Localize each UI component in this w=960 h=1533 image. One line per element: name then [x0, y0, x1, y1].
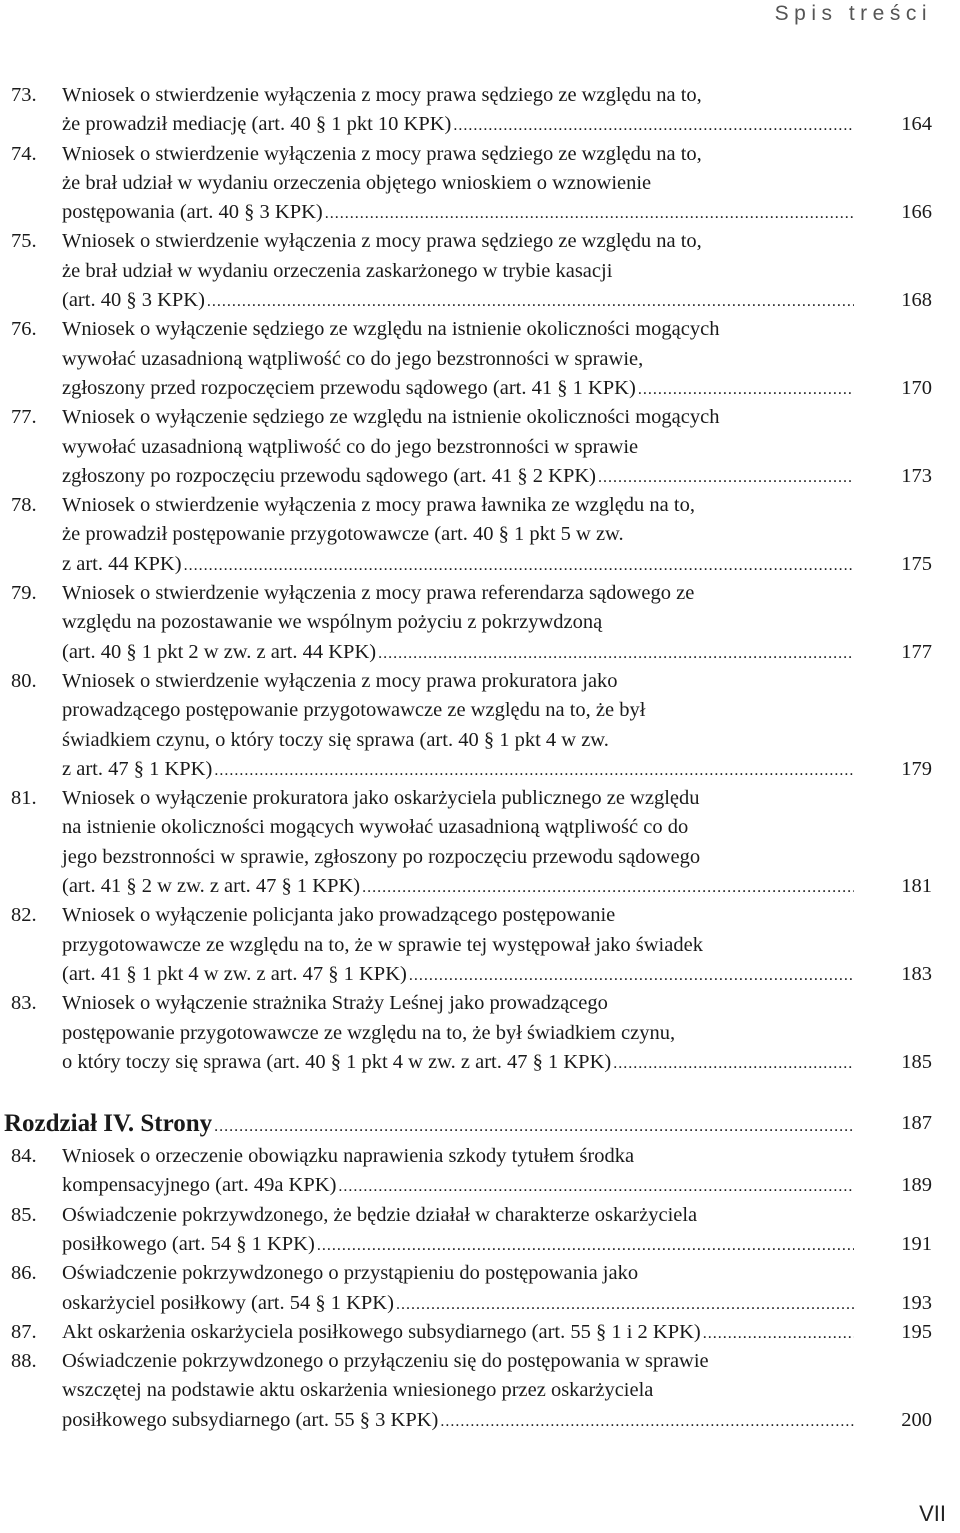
dot-leader — [409, 961, 854, 990]
toc-entry[interactable] — [0, 667, 960, 784]
toc-entry[interactable] — [0, 315, 960, 403]
entry-text: Wniosek o orzeczenie obowiązku naprawienia szkody tytułem środka — [62, 1145, 635, 1168]
entry-text: Wniosek o wyłączenie prokuratora jako oskarżyciela publicznego ze względu — [62, 787, 700, 810]
dot-leader — [184, 551, 854, 580]
toc-entry-line — [0, 843, 960, 872]
toc-entry-line — [0, 198, 960, 227]
toc-entry-line — [0, 81, 960, 110]
entry-text: (art. 40 § 1 pkt 2 w zw. z art. 44 KPK) — [62, 640, 377, 663]
chapter-heading[interactable] — [0, 1107, 960, 1140]
entry-page-number: 193 — [901, 1291, 932, 1314]
entry-page-number: 191 — [901, 1232, 932, 1255]
chapter-title: Rozdział IV. Strony — [4, 1110, 213, 1138]
toc-entry-line — [0, 1318, 960, 1347]
toc-entry-line — [0, 110, 960, 139]
dot-leader — [214, 1110, 854, 1143]
entry-text: jego bezstronności w sprawie, zgłoszony po rozpoczęciu przewodu sądowego — [62, 845, 701, 868]
chapter-page-number: 187 — [901, 1112, 932, 1135]
toc-entry-line — [0, 257, 960, 286]
toc-entry-line — [0, 960, 960, 989]
toc-entry-line — [0, 169, 960, 198]
entry-number: 80. — [11, 669, 37, 692]
toc-entry-line — [0, 579, 960, 608]
entry-text: Oświadczenie pokrzywdzonego o przyłączeniu się do postępowania w sprawie — [62, 1350, 709, 1373]
dot-leader — [214, 756, 854, 785]
toc-entry-line — [0, 1048, 960, 1077]
entry-number: 79. — [11, 582, 37, 605]
entry-text: postępowanie przygotowawcze ze względu na to, że był świadkiem czynu, — [62, 1021, 676, 1044]
entry-page-number: 170 — [901, 376, 932, 399]
entry-page-number: 177 — [901, 640, 932, 663]
toc-entry-line — [0, 755, 960, 784]
entry-page-number: 200 — [901, 1408, 932, 1431]
entry-page-number: 164 — [901, 113, 932, 136]
toc-entry-line — [0, 696, 960, 725]
entry-last-line — [62, 198, 854, 228]
entry-text: że prowadził mediację (art. 40 § 1 pkt 10 KPK) — [62, 113, 452, 136]
entry-number: 84. — [11, 1145, 37, 1168]
toc-entry-line — [0, 403, 960, 432]
toc-entry-line — [0, 227, 960, 256]
toc-entry-line — [0, 462, 960, 491]
entry-number: 82. — [11, 904, 37, 927]
entry-number: 75. — [11, 230, 37, 253]
entry-text: (art. 40 § 3 KPK) — [62, 289, 205, 312]
entry-number: 74. — [11, 142, 37, 165]
entry-last-line — [62, 462, 854, 492]
dot-leader — [207, 287, 854, 316]
entry-number: 76. — [11, 318, 37, 341]
entry-text: przygotowawcze ze względu na to, że w sprawie tej występował jako świadek — [62, 933, 703, 956]
toc-entry[interactable] — [0, 1318, 960, 1347]
toc-entry-line — [0, 1201, 960, 1230]
dot-leader — [613, 1049, 854, 1078]
toc-entry[interactable] — [0, 1142, 960, 1201]
entry-last-line — [62, 1048, 854, 1078]
entry-text: posiłkowego (art. 54 § 1 KPK) — [62, 1232, 315, 1255]
toc-entry-line — [0, 1289, 960, 1318]
entry-last-line — [62, 755, 854, 785]
dot-leader — [362, 873, 854, 902]
dot-leader — [453, 111, 854, 140]
toc-entry-line — [0, 872, 960, 901]
entry-page-number: 195 — [901, 1320, 932, 1343]
entry-text: Wniosek o wyłączenie sędziego ze względu na istnienie okoliczności mogących — [62, 406, 720, 429]
entry-text: Oświadczenie pokrzywdzonego o przystąpieniu do postępowania jako — [62, 1262, 639, 1285]
entry-page-number: 183 — [901, 962, 932, 985]
toc-entry-line — [0, 667, 960, 696]
entry-last-line — [62, 1230, 854, 1260]
entry-text: świadkiem czynu, o który toczy się sprawa (art. 40 § 1 pkt 4 w zw. — [62, 728, 609, 751]
entry-page-number: 181 — [901, 875, 932, 898]
entry-text: Wniosek o wyłączenie policjanta jako prowadzącego postępowanie — [62, 904, 616, 927]
entry-last-line — [62, 1318, 854, 1348]
entry-text: Wniosek o stwierdzenie wyłączenia z mocy prawa prokuratora jako — [62, 669, 618, 692]
toc-entry-line — [0, 140, 960, 169]
toc-entry-line — [0, 345, 960, 374]
entry-text: Wniosek o wyłączenie strażnika Straży Leśnej jako prowadzącego — [62, 992, 608, 1015]
entry-text: Wniosek o stwierdzenie wyłączenia z mocy prawa sędziego ze względu na to, — [62, 142, 702, 165]
entry-text: że prowadził postępowanie przygotowawcze (art. 40 § 1 pkt 5 w zw. — [62, 523, 624, 546]
dot-leader — [338, 1172, 854, 1201]
entry-number: 73. — [11, 84, 37, 106]
toc-entry[interactable] — [0, 901, 960, 989]
toc-entry-line — [0, 1171, 960, 1200]
chapter-heading-line — [4, 1107, 854, 1143]
toc-entry[interactable] — [0, 140, 960, 228]
entry-last-line — [62, 1289, 854, 1319]
entry-last-line — [62, 872, 854, 902]
toc-entry[interactable] — [0, 1259, 960, 1318]
entry-page-number: 185 — [901, 1050, 932, 1073]
dot-leader — [317, 1231, 854, 1260]
toc-entry-line — [0, 1406, 960, 1435]
entry-text: prowadzącego postępowanie przygotowawcze ze względu na to, że był — [62, 699, 646, 722]
toc-entry[interactable] — [0, 403, 960, 491]
toc-entry-line — [0, 1142, 960, 1171]
entry-text: oskarżyciel posiłkowy (art. 54 § 1 KPK) — [62, 1291, 394, 1314]
entry-text: wywołać uzasadnioną wątpliwość co do jego bezstronności w sprawie — [62, 435, 639, 458]
dot-leader — [638, 375, 854, 404]
entry-last-line — [62, 960, 854, 990]
entry-last-line — [62, 550, 854, 580]
entry-text: na istnienie okoliczności mogących wywołać uzasadnioną wątpliwość co do — [62, 816, 689, 839]
entry-text: postępowania (art. 40 § 3 KPK) — [62, 201, 323, 224]
toc-entry-line — [0, 1019, 960, 1048]
entry-last-line — [62, 110, 854, 140]
toc-entry-line — [0, 315, 960, 344]
entry-last-line — [62, 1406, 854, 1436]
toc-entry-line — [0, 931, 960, 960]
toc-entry-line — [0, 286, 960, 315]
dot-leader — [598, 463, 854, 492]
toc-entry-line — [0, 374, 960, 403]
entry-text: Wniosek o stwierdzenie wyłączenia z mocy prawa ławnika ze względu na to, — [62, 494, 695, 517]
entry-text: wszczętej na podstawie aktu oskarżenia wniesionego przez oskarżyciela — [62, 1379, 654, 1402]
toc-entry-line — [0, 638, 960, 667]
entry-page-number: 189 — [901, 1174, 932, 1197]
toc-entry-line — [0, 901, 960, 930]
running-header: Spis treści — [774, 2, 932, 25]
entry-number: 78. — [11, 494, 37, 517]
entry-text: (art. 41 § 1 pkt 4 w zw. z art. 47 § 1 KPK) — [62, 962, 407, 985]
entry-last-line — [62, 638, 854, 668]
entry-text: posiłkowego subsydiarnego (art. 55 § 3 KPK) — [62, 1408, 439, 1431]
entry-text: Oświadczenie pokrzywdzonego, że będzie działał w charakterze oskarżyciela — [62, 1203, 698, 1226]
toc-entry-line — [0, 608, 960, 637]
entry-number: 88. — [11, 1350, 37, 1373]
entry-text: z art. 47 § 1 KPK) — [62, 757, 213, 780]
page-folio: VII — [919, 1501, 946, 1526]
entry-text: Wniosek o stwierdzenie wyłączenia z mocy prawa sędziego ze względu na to, — [62, 84, 702, 106]
entry-number: 83. — [11, 992, 37, 1015]
entry-page-number: 173 — [901, 464, 932, 487]
entry-number: 87. — [11, 1320, 37, 1343]
entry-text: Akt oskarżenia oskarżyciela posiłkowego subsydiarnego (art. 55 § 1 i 2 KPK) — [62, 1320, 701, 1343]
toc-entry-line — [0, 784, 960, 813]
entry-text: (art. 41 § 2 w zw. z art. 47 § 1 KPK) — [62, 875, 361, 898]
toc-entry-line — [0, 550, 960, 579]
entry-last-line — [62, 1171, 854, 1201]
toc-entry[interactable] — [0, 491, 960, 579]
toc-entry-line — [0, 1376, 960, 1405]
entry-number: 81. — [11, 787, 37, 810]
toc-entry-line — [0, 726, 960, 755]
entry-page-number: 175 — [901, 552, 932, 575]
toc-entry-line — [0, 1259, 960, 1288]
toc-entry-line — [0, 989, 960, 1018]
table-of-contents — [0, 81, 960, 1435]
entry-text: Wniosek o wyłączenie sędziego ze względu na istnienie okoliczności mogących — [62, 318, 720, 341]
entry-number: 86. — [11, 1262, 37, 1285]
entry-text: wywołać uzasadnioną wątpliwość co do jego bezstronności w sprawie, — [62, 347, 644, 370]
dot-leader — [396, 1290, 854, 1319]
entry-text: Wniosek o stwierdzenie wyłączenia z mocy prawa sędziego ze względu na to, — [62, 230, 702, 253]
toc-entries-group-a — [0, 81, 960, 1077]
toc-entry-line — [0, 491, 960, 520]
entry-text: Wniosek o stwierdzenie wyłączenia z mocy prawa referendarza sądowego ze — [62, 582, 695, 605]
entry-page-number: 168 — [901, 289, 932, 312]
toc-entry[interactable] — [0, 784, 960, 901]
entry-text: o który toczy się sprawa (art. 40 § 1 pkt 4 w zw. z art. 47 § 1 KPK) — [62, 1050, 612, 1073]
dot-leader — [440, 1407, 854, 1436]
toc-entry[interactable] — [0, 227, 960, 315]
toc-entry-line — [0, 1230, 960, 1259]
toc-entry[interactable] — [0, 1201, 960, 1260]
entry-page-number: 166 — [901, 201, 932, 224]
toc-entry[interactable] — [0, 579, 960, 667]
toc-entry[interactable] — [0, 81, 960, 140]
toc-entry-line — [0, 1347, 960, 1376]
toc-entry[interactable] — [0, 989, 960, 1077]
entry-text: że brał udział w wydaniu orzeczenia objętego wnioskiem o wznowienie — [62, 171, 652, 194]
toc-entry[interactable] — [0, 1347, 960, 1435]
entry-text: kompensacyjnego (art. 49a KPK) — [62, 1174, 337, 1197]
entry-text: z art. 44 KPK) — [62, 552, 182, 575]
toc-entry-line — [0, 520, 960, 549]
entry-last-line — [62, 374, 854, 404]
dot-leader — [703, 1319, 854, 1348]
entry-text: że brał udział w wydaniu orzeczenia zaskarżonego w trybie kasacji — [62, 259, 613, 282]
entry-page-number: 179 — [901, 757, 932, 780]
entry-text: względu na pozostawanie we wspólnym pożyciu z pokrzywdzoną — [62, 611, 603, 634]
dot-leader — [325, 199, 854, 228]
entry-text: zgłoszony przed rozpoczęciem przewodu sądowego (art. 41 § 1 KPK) — [62, 376, 636, 399]
toc-entry-line — [0, 433, 960, 462]
dot-leader — [378, 639, 854, 668]
toc-entry-line — [0, 813, 960, 842]
entry-number: 85. — [11, 1203, 37, 1226]
entry-text: zgłoszony po rozpoczęciu przewodu sądowego (art. 41 § 2 KPK) — [62, 464, 596, 487]
entry-number: 77. — [11, 406, 37, 429]
entry-last-line — [62, 286, 854, 316]
toc-entries-group-b — [0, 1142, 960, 1435]
